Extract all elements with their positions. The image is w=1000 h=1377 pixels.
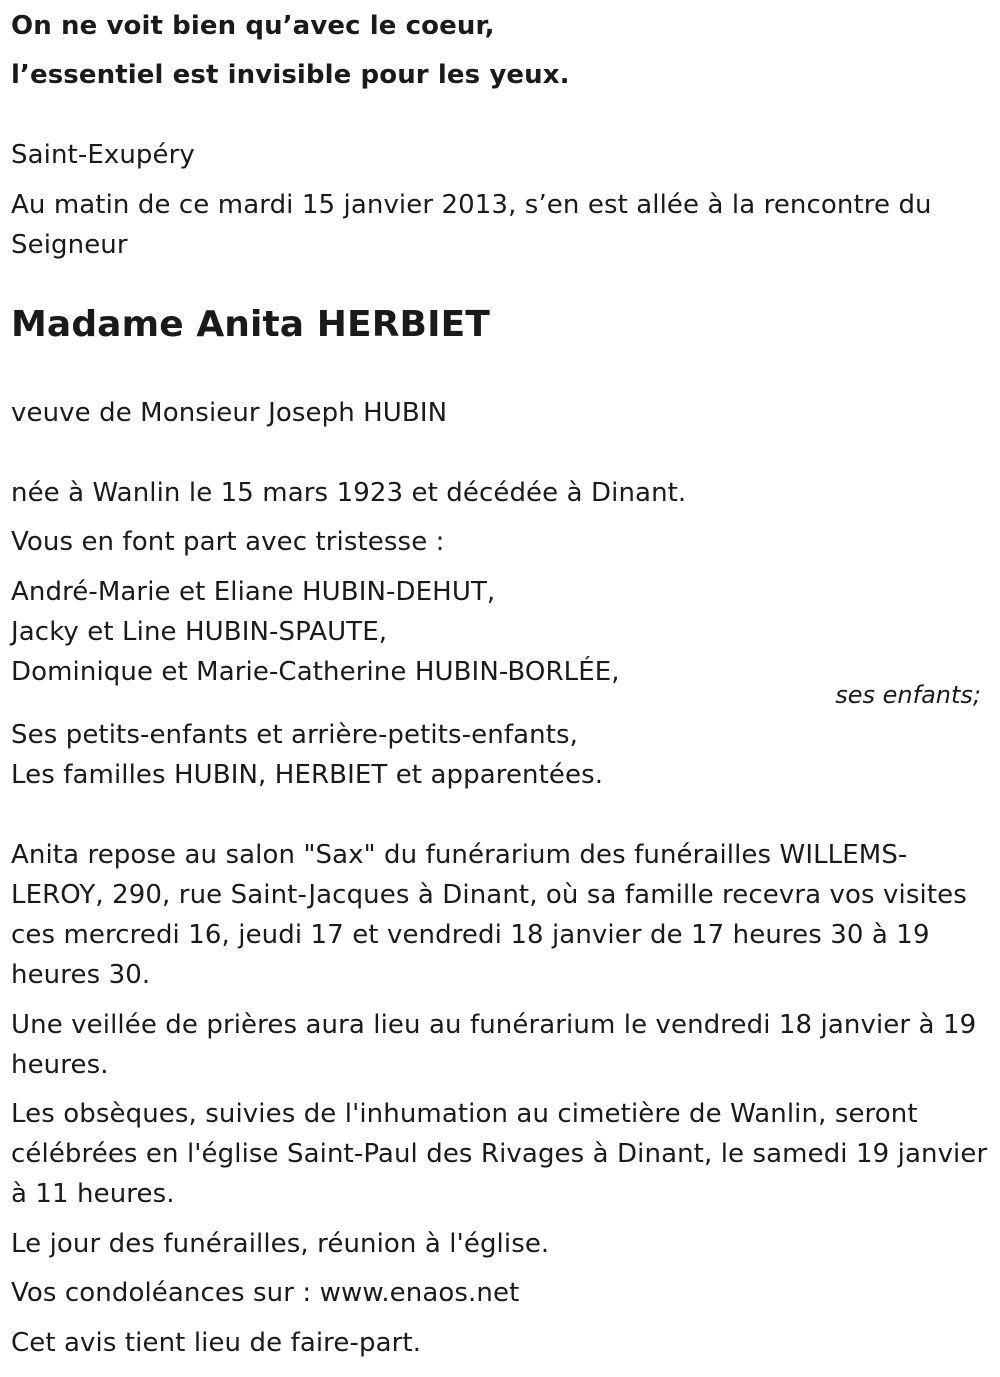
grandchildren-line: Ses petits-enfants et arrière-petits-enfants, (11, 720, 579, 750)
child-1: André-Marie et Eliane HUBIN-DEHUT, (11, 577, 496, 607)
intro-line-1: Au matin de ce mardi 15 janvier 2013, s’en est allée à la rencontre du (11, 190, 932, 220)
condolences-line: Vos condoléances sur : www.enaos.net (11, 1278, 520, 1308)
repose-line-2: LEROY, 290, rue Saint-Jacques à Dinant, où sa famille recevra vos visites (11, 880, 967, 910)
notice-line: Cet avis tient lieu de faire-part. (11, 1328, 422, 1358)
funeral-line-3: à 11 heures. (11, 1179, 175, 1209)
deceased-name: Madame Anita HERBIET (11, 304, 490, 345)
funeral-line-2: célébrées en l'église Saint-Paul des Rivages à Dinant, le samedi 19 janvier (11, 1139, 988, 1169)
quote-line-1: On ne voit bien qu’avec le coeur, (11, 11, 495, 41)
birth-death-line: née à Wanlin le 15 mars 1923 et décédée à Dinant. (11, 478, 687, 508)
repose-line-3: ces mercredi 16, jeudi 17 et vendredi 18 janvier de 17 heures 30 à 19 (11, 920, 930, 950)
families-line: Les familles HUBIN, HERBIET et apparentées. (11, 760, 604, 790)
child-3: Dominique et Marie-Catherine HUBIN-BORLÉE, (11, 657, 620, 687)
quote-line-2: l’essentiel est invisible pour les yeux. (11, 60, 570, 90)
family-announce: Vous en font part avec tristesse : (11, 527, 445, 557)
funeral-line-1: Les obsèques, suivies de l'inhumation au cimetière de Wanlin, seront (11, 1099, 918, 1129)
children-label: ses enfants; (835, 681, 981, 709)
meeting-line: Le jour des funérailles, réunion à l'église. (11, 1229, 550, 1259)
child-2: Jacky et Line HUBIN-SPAUTE, (11, 617, 388, 647)
vigil-line-2: heures. (11, 1050, 109, 1080)
intro-line-2: Seigneur (11, 230, 128, 260)
repose-line-1: Anita repose au salon "Sax" du funérarium des funérailles WILLEMS- (11, 840, 908, 870)
vigil-line-1: Une veillée de prières aura lieu au funérarium le vendredi 18 janvier à 19 (11, 1010, 977, 1040)
spouse-line: veuve de Monsieur Joseph HUBIN (11, 398, 448, 428)
quote-author: Saint-Exupéry (11, 140, 195, 170)
repose-line-4: heures 30. (11, 960, 151, 990)
